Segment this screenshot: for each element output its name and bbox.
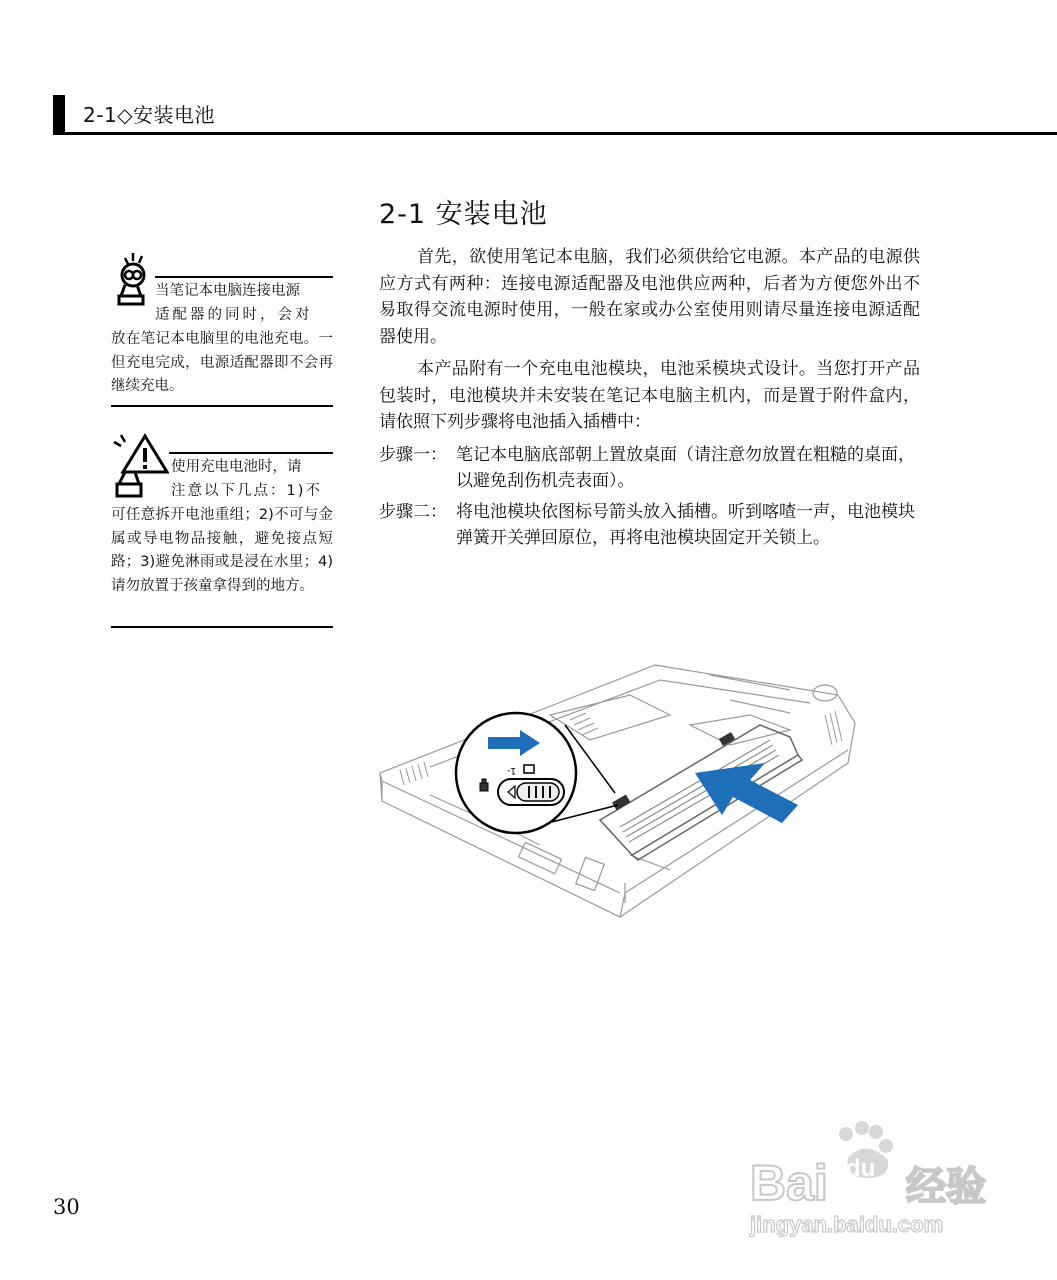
step-2-label: 步骤二： — [379, 501, 447, 522]
step-2 — [379, 499, 920, 552]
latch-label: 1- — [507, 765, 516, 776]
note-warning-line2: 注意以下几点：1)不 — [171, 483, 322, 499]
step-1 — [379, 442, 920, 495]
sidebar-note-tip — [111, 250, 333, 410]
main-text — [379, 244, 920, 552]
note-tip-top-rule — [155, 276, 333, 278]
note-tip-bottom-rule — [111, 405, 333, 407]
header-bar — [53, 95, 65, 135]
step-2-text: 将电池模块依图标号箭头放入插槽。听到喀喳一声，电池模块弹簧开关弹回原位，再将电池模块固定开关锁上。 — [456, 501, 915, 548]
warning-icon — [111, 432, 169, 500]
note-warning-bottom-rule — [111, 626, 333, 628]
baidu-jingyan-watermark — [748, 1120, 998, 1240]
note-warning-body: 可任意拆开电池重组；2)不可与金属或导电物品接触，避免接点短路；3)避免淋雨或是浸在水里；4)请勿放置于孩童拿得到的地方。 — [111, 507, 333, 594]
sidebar-note-warning — [111, 432, 333, 632]
note-tip-line2: 适配器的同时，会对 — [155, 307, 313, 323]
note-tip-line1: 当笔记本电脑连接电源 — [155, 283, 300, 299]
watermark-du: du — [846, 1155, 876, 1182]
svg-text:经验: 经验 — [906, 1164, 986, 1210]
paragraph-2: 本产品附有一个充电电池模块，电池采模块式设计。当您打开产品包装时，电池模块并未安装在笔记本电脑主机内，而是置于附件盒内，请依照下列步骤将电池插入插槽中： — [379, 359, 920, 432]
battery-install-illustration — [370, 655, 870, 925]
header-rule — [53, 132, 1057, 135]
page-number: 30 — [53, 1195, 80, 1219]
note-warning-line1: 使用充电电池时，请 — [171, 459, 302, 475]
running-header-title: 2-1◇安装电池 — [83, 103, 216, 127]
lightbulb-tip-icon — [111, 250, 155, 306]
step-1-label: 步骤一： — [379, 444, 447, 465]
svg-text:Bai: Bai — [750, 1155, 828, 1211]
section-title: 2-1 安装电池 — [379, 199, 548, 230]
note-warning-top-rule — [169, 452, 333, 454]
svg-text:jingyan.baidu.com: jingyan.baidu.com — [750, 1212, 944, 1237]
paragraph-1: 首先，欲使用笔记本电脑，我们必须供给它电源。本产品的电源供应方式有两种：连接电源适配器及电池供应两种，后者为方便您外出不易取得交流电源时使用，一般在家或办公室使用则请尽量连接电源适配器使用。 — [379, 247, 920, 347]
step-1-text: 笔记本电脑底部朝上置放桌面（请注意勿放置在粗糙的桌面，以避免刮伤机壳表面）。 — [456, 444, 915, 491]
note-tip-body: 放在笔记本电脑里的电池充电。一但充电完成，电源适配器即不会再继续充电。 — [111, 331, 333, 394]
